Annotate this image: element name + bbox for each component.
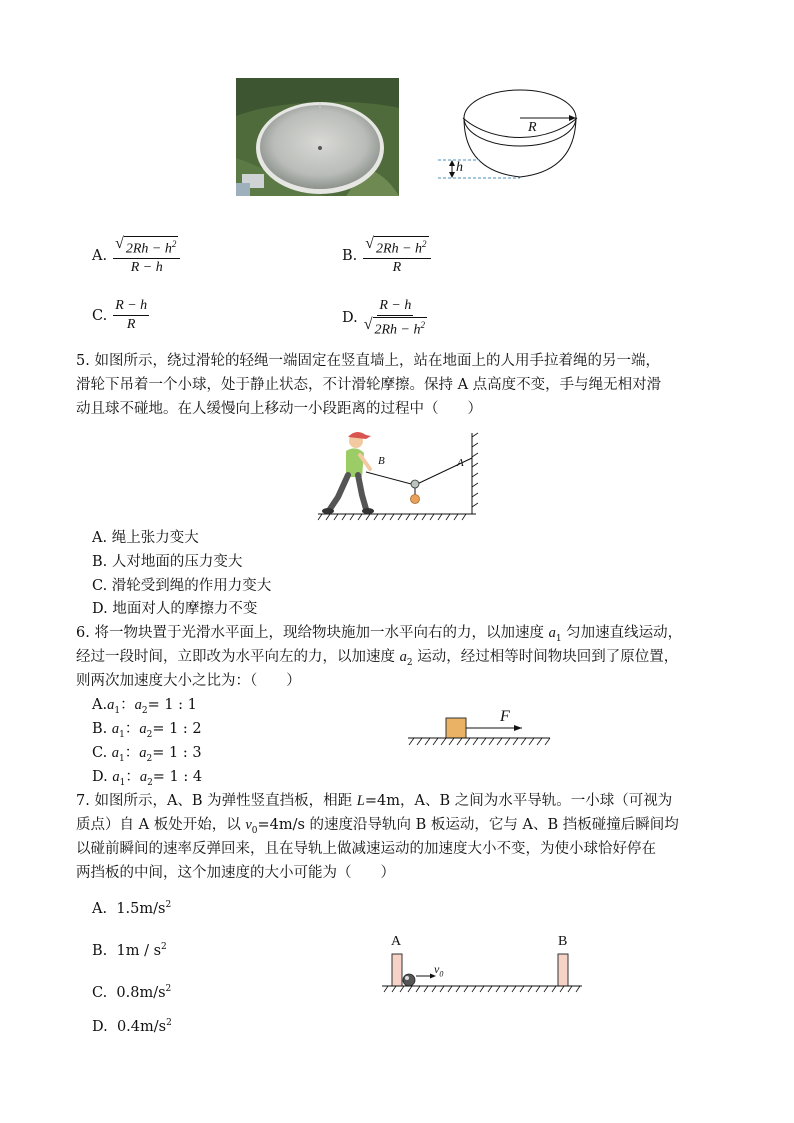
q7-stem-line4: 两挡板的中间，这个加速度的大小可能为（ ） <box>76 865 395 881</box>
q6-option-d[interactable]: D. $a_1$：$a_2= 1$ : 4 <box>92 769 203 788</box>
height-label: h <box>456 160 463 175</box>
option-label: D. <box>342 309 358 326</box>
q6-stem-line3: 则两次加速度大小之比为：（ ） <box>76 673 301 689</box>
q7-option-a[interactable]: A. $1.5m/s^2$ <box>92 900 172 917</box>
velocity-label: $v_0$ <box>434 962 444 979</box>
q4-option-a[interactable] <box>92 236 180 276</box>
option-label: A. <box>92 247 108 264</box>
plate-b-label: B <box>558 934 568 949</box>
fraction: $\frac{R - h}{R}$ <box>115 298 148 332</box>
q6-stem-line1: 6. 将一物块置于光滑水平面上，现给物块施加一水平向右的力，以加速度 $a_1$ 匀加速直线运动， <box>76 625 683 644</box>
option-label: B. <box>342 247 358 264</box>
radius-label: R <box>528 120 537 135</box>
q7-stem-line2: 质点）自 A 板处开始，以 $v_0=4m/s$ 的速度沿导轨向 B 板运动，它与 A、B 挡板碰撞后瞬间均 <box>76 817 679 836</box>
point-a-label: A <box>457 457 464 469</box>
q7-stem-line1: 7. 如图所示，A、B 为弹性竖直挡板，相距 L=4m，A、B 之间为水平导轨。一小球（可视为 <box>76 793 673 809</box>
q4-option-b[interactable] <box>342 236 431 276</box>
hemisphere-diagram <box>430 76 590 188</box>
q7-figure <box>378 932 586 994</box>
fraction: √ $2Rh - h^2$ R <box>363 236 430 276</box>
q5-option-c[interactable]: C. 滑轮受到绳的作用力变大 <box>92 578 272 594</box>
q5-stem-line1: 5. 如图所示，绕过滑轮的轻绳一端固定在竖直墙上，站在地面上的人用手拉着绳的另一端， <box>76 353 660 369</box>
q5-option-a[interactable]: A. 绳上张力变大 <box>92 530 199 546</box>
q4-option-c[interactable] <box>92 298 149 333</box>
q6-option-b[interactable]: B. $a_1$：$a_2= 1$ : 2 <box>92 721 202 740</box>
point-b-label: B <box>378 455 385 467</box>
q7-stem-line3: 以碰前瞬间的速率反弹回来，且在导轨上做减速运动的加速度大小不变，为使小球恰好停在 <box>76 841 656 857</box>
force-label: F <box>500 708 510 725</box>
telescope-photo <box>236 78 399 196</box>
q5-stem-line3: 动且球不碰地。在人缓慢向上移动一小段距离的过程中（ ） <box>76 401 482 417</box>
q6-stem-line2: 经过一段时间，立即改为水平向左的力，以加速度 $a_2$ 运动，经过相等时间物块回到了原位置， <box>76 649 679 668</box>
q7-option-b[interactable]: B. $1m / s^2$ <box>92 942 167 959</box>
fraction: R − h √ $2Rh - h^2$ <box>363 298 425 338</box>
option-label: C. <box>92 307 108 324</box>
q7-option-d[interactable]: D. $0.4m/s^2$ <box>92 1018 172 1035</box>
q5-option-d[interactable]: D. 地面对人的摩擦力不变 <box>92 601 258 617</box>
q6-option-a[interactable]: $A.a_1$：$a_2= 1$ : 1 <box>92 697 197 716</box>
q5-figure <box>316 425 480 523</box>
plate-a-label: A <box>391 934 402 949</box>
q7-option-c[interactable]: C. $0.8m/s^2$ <box>92 984 172 1001</box>
fraction: √ $2Rh - h^2$ R − h <box>113 236 180 276</box>
q6-figure <box>404 708 554 748</box>
q5-stem-line2: 滑轮下吊着一个小球，处于静止状态，不计滑轮摩擦。保持 A 点高度不变，手与绳无相对滑 <box>76 377 662 393</box>
q4-option-d[interactable] <box>342 298 427 338</box>
q6-option-c[interactable]: C. $a_1$：$a_2= 1$ : 3 <box>92 745 202 764</box>
q5-option-b[interactable]: B. 人对地面的压力变大 <box>92 554 243 570</box>
